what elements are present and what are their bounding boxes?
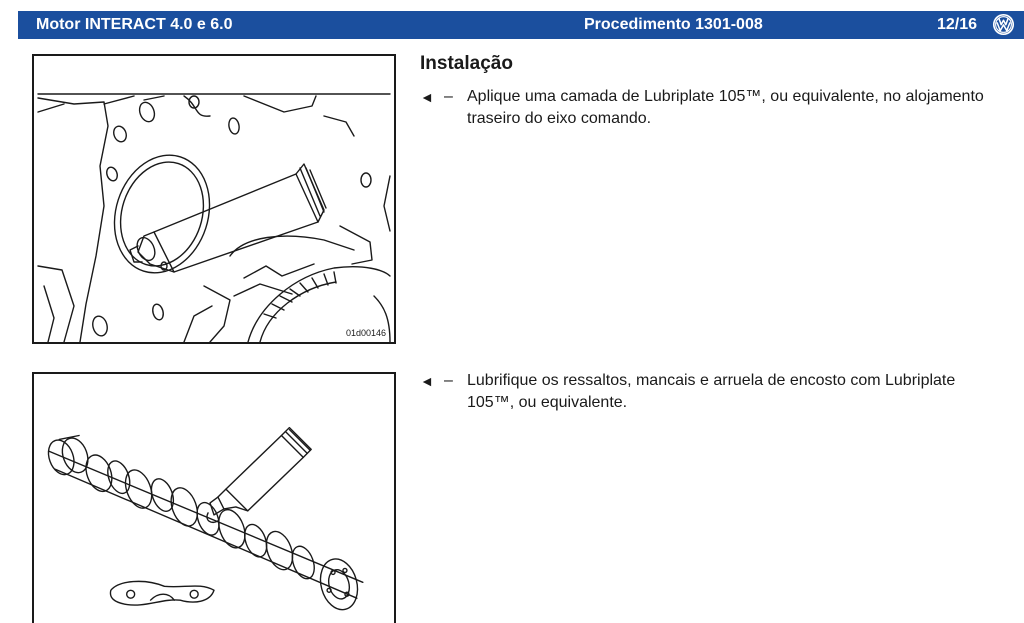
section-title: Instalação [420,53,513,74]
step-dash: – [444,372,453,389]
procedure-number: Procedimento 1301-008 [584,16,763,33]
header-bar [18,11,1024,39]
step-text: Aplique uma camada de Lubriplate 105™, ou equivalente, no alojamento traseiro do eixo comando. [467,88,984,127]
arrow-left-icon: ◄ [420,373,434,389]
step-item [420,86,1000,130]
vw-logo-icon [992,13,1015,36]
figure-label: 01d00146 [346,328,387,338]
step-text: Lubrifique os ressaltos, mancais e arruela de encosto com Lubriplate 105™, ou equivalente. [467,372,956,411]
figure-camshaft-lubrication [32,372,396,623]
figure-housing-lubrication [32,54,396,344]
page-number: 12/16 [937,16,978,33]
document-title: Motor INTERACT 4.0 e 6.0 [36,16,233,33]
step-dash: – [444,88,453,105]
arrow-left-icon: ◄ [420,89,434,105]
step-item [420,370,1000,414]
